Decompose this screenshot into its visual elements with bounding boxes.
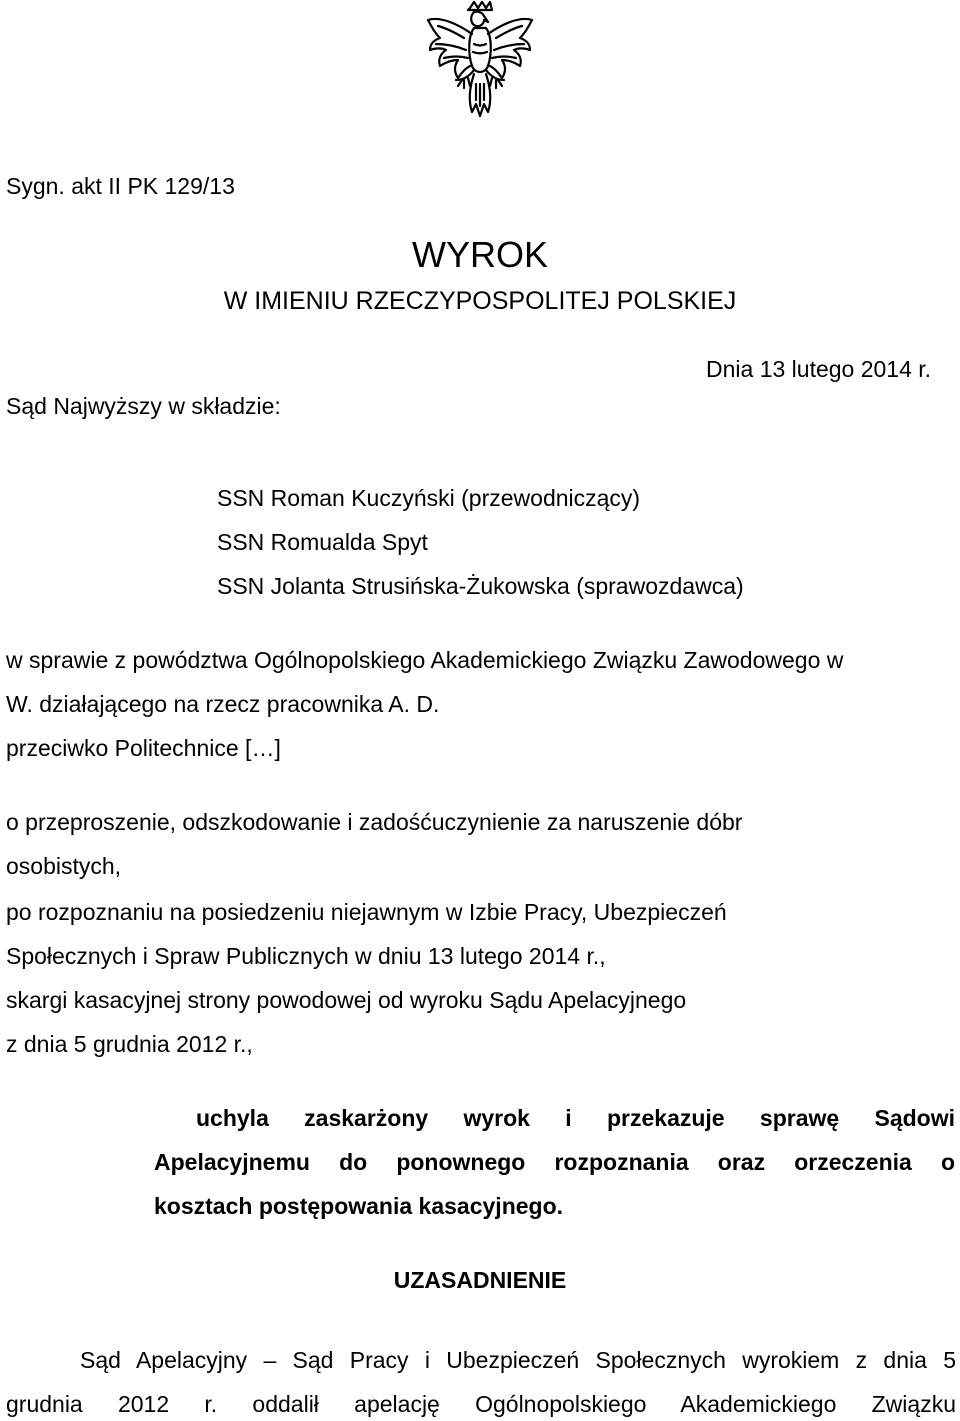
judgment-date: Dnia 13 lutego 2014 r. [706, 356, 932, 382]
judge-member: SSN Romualda Spyt [217, 529, 428, 555]
judge-presiding: SSN Roman Kuczyński (przewodniczący) [217, 485, 641, 511]
case-line: w sprawie z powództwa Ogólnopolskiego Akademickiego Związku Zawodowego w [6, 647, 844, 673]
case-line: o przeproszenie, odszkodowanie i zadośćuczynienie za naruszenie dóbr [6, 809, 743, 835]
reasoning-line: grudnia 2012 r. oddalił apelację Ogólnopolskiego Akademickiego Związku [6, 1391, 956, 1417]
judge-rapporteur: SSN Jolanta Strusińska-Żukowska (sprawozdawca) [217, 573, 744, 599]
verdict-line: uchyla zaskarżony wyrok i przekazuje sprawę Sądowi [196, 1105, 955, 1131]
case-signature: Sygn. akt II PK 129/13 [6, 173, 235, 199]
case-line: z dnia 5 grudnia 2012 r., [6, 1031, 253, 1057]
case-line: skargi kasacyjnej strony powodowej od wyroku Sądu Apelacyjnego [6, 987, 687, 1013]
case-line: po rozpoznaniu na posiedzeniu niejawnym w Izbie Pracy, Ubezpieczeń [6, 899, 727, 925]
court-composition-label: Sąd Najwyższy w składzie: [6, 393, 281, 419]
judgment-title: WYROK [411, 234, 548, 275]
reasoning-line: Sąd Apelacyjny – Sąd Pracy i Ubezpieczeń Społecznych wyrokiem z dnia 5 [80, 1347, 956, 1373]
case-line: W. działającego na rzecz pracownika A. D. [6, 691, 440, 717]
judgment-subtitle: W IMIENIU RZECZYPOSPOLITEJ POLSKIEJ [223, 287, 737, 315]
verdict-line: kosztach postępowania kasacyjnego. [154, 1193, 564, 1219]
polish-eagle-emblem-icon [418, 0, 542, 134]
case-line: Społecznych i Spraw Publicznych w dniu 13 lutego 2014 r., [6, 943, 606, 969]
case-line: przeciwko Politechnice […] [6, 735, 281, 761]
case-line: osobistych, [6, 853, 122, 879]
reasoning-heading: UZASADNIENIE [393, 1267, 567, 1293]
verdict-line: Apelacyjnemu do ponownego rozpoznania oraz orzeczenia o [154, 1149, 955, 1175]
